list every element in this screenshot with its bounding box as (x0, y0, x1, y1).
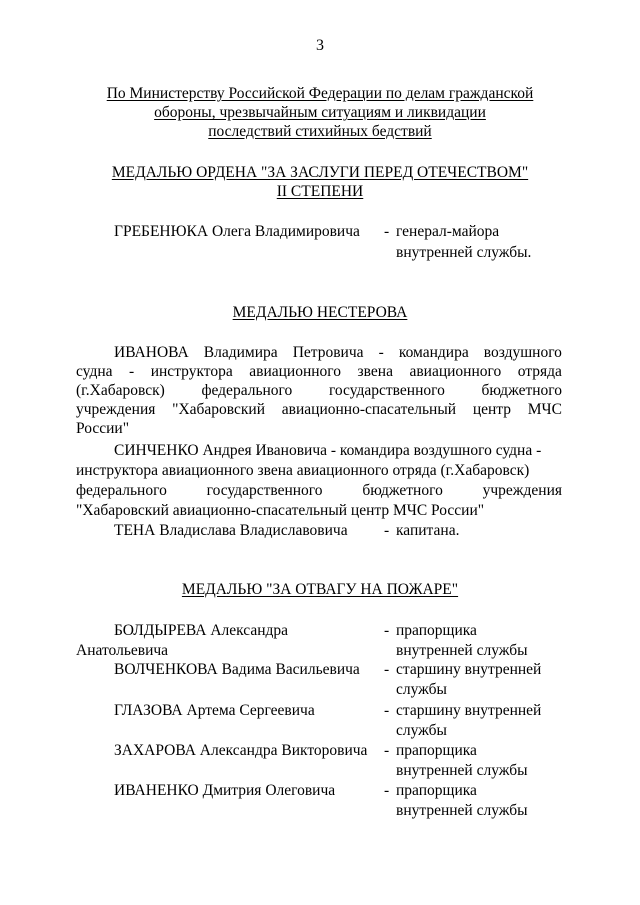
recipient-name: ИВАНЕНКО Дмитрия Олеговича (114, 782, 336, 799)
award-entry-cont (0, 761, 640, 780)
section-3-title (0, 580, 640, 599)
recipient-rank: прапорщика (396, 742, 477, 759)
recipient-rank: старшину внутренней (396, 702, 542, 719)
section-1-title-line-1: МЕДАЛЬЮ ОРДЕНА "ЗА ЗАСЛУГИ ПЕРЕД ОТЕЧЕСТВОМ" (111, 164, 529, 181)
recipient-name: ВОЛЧЕНКОВА Вадима Васильевича (114, 661, 360, 678)
recipient-rank-cont: внутренней службы (396, 802, 528, 819)
entry-dash: - (384, 702, 390, 719)
entry-dash: - (384, 223, 390, 240)
award-entry (0, 621, 640, 640)
paragraph-line: ИВАНОВА Владимира Петровича - командира воздушного (114, 344, 562, 361)
section-1-title (0, 163, 640, 201)
recipient-rank-cont: внутренней службы. (396, 244, 532, 261)
award-entry (0, 701, 640, 720)
recipient-rank: капитана. (396, 522, 460, 539)
entry-dash: - (384, 742, 390, 759)
award-entry (0, 741, 640, 760)
paragraph-line: "Хабаровский авиационно-спасательный центр МЧС России" (76, 502, 485, 519)
department-heading (0, 84, 640, 141)
paragraph-line: федерального государственного бюджетного учреждения (76, 482, 562, 499)
entry-dash: - (384, 622, 390, 639)
recipient-name: ТЕНА Владислава Владиславовича (114, 522, 348, 539)
section-2-title (0, 303, 640, 322)
recipient-rank: прапорщика (396, 782, 477, 799)
department-line-2: обороны, чрезвычайным ситуациям и ликвидации (154, 104, 486, 121)
paragraph-line: инструктора авиационного звена авиационного отряда (г.Хабаровск) (76, 462, 530, 479)
paragraph-line: учреждения "Хабаровский авиационно-спасательный центр МЧС (76, 401, 562, 418)
recipient-rank-cont: внутренней службы (396, 642, 528, 659)
department-line-1: По Министерству Российской Федерации по делам гражданской (106, 85, 534, 102)
recipient-name: ГРЕБЕНЮКА Олега Владимировича (114, 223, 360, 240)
award-entry (0, 660, 640, 679)
award-entry (0, 222, 640, 241)
recipient-rank: прапорщика (396, 622, 477, 639)
entry-dash: - (384, 522, 390, 539)
recipient-rank: генерал-майора (396, 223, 500, 240)
paragraph-line: СИНЧЕНКО Андрея Ивановича - командира воздушного судна - (114, 442, 542, 459)
award-entry-cont (0, 680, 640, 699)
paragraph-line: судна - инструктора авиационного звена авиационного отряда (76, 363, 562, 380)
department-line-3: последствий стихийных бедствий (208, 123, 432, 140)
recipient-rank-cont: службы (396, 722, 447, 739)
recipient-name-cont: Анатольевича (76, 642, 169, 659)
paragraph-line: (г.Хабаровск) федерального государственного бюджетного (76, 382, 562, 399)
section-3-title-line: МЕДАЛЬЮ "ЗА ОТВАГУ НА ПОЖАРЕ" (181, 581, 459, 598)
award-entry-cont (0, 243, 640, 262)
entry-dash: - (384, 661, 390, 678)
award-entry-cont (0, 721, 640, 740)
award-entry-cont (0, 801, 640, 820)
award-entry-cont (0, 641, 640, 660)
section-1-title-line-2: II СТЕПЕНИ (276, 183, 364, 200)
recipient-rank-cont: внутренней службы (396, 762, 528, 779)
recipient-rank-cont: службы (396, 681, 447, 698)
recipient-name: БОЛДЫРЕВА Александра (114, 622, 289, 639)
award-entry (0, 521, 640, 540)
entry-dash: - (384, 782, 390, 799)
paragraph-line: России" (76, 420, 130, 437)
page-number: 3 (316, 37, 324, 54)
recipient-name: ГЛАЗОВА Артема Сергеевича (114, 702, 315, 719)
recipient-name: ЗАХАРОВА Александра Викторовича (114, 742, 368, 759)
section-2-title-line: МЕДАЛЬЮ НЕСТЕРОВА (232, 304, 408, 321)
award-entry (0, 781, 640, 800)
recipient-rank: старшину внутренней (396, 661, 542, 678)
